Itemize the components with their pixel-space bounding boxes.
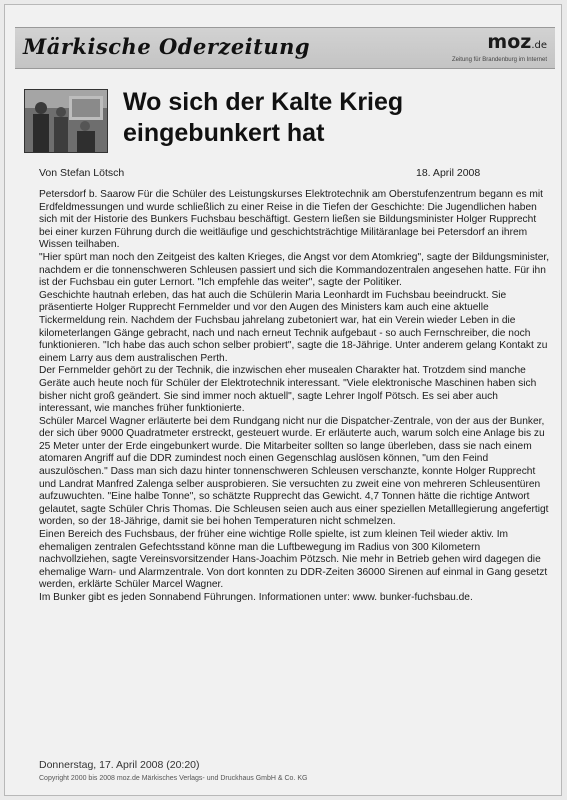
article-page xyxy=(4,4,562,796)
article-date: 18. April 2008 xyxy=(416,167,481,179)
article-paragraph: Petersdorf b. Saarow Für die Schüler des Leistungskurses Elektrotechnik am Oberstufenzentrum begann es mit Erdfeldmessungen und wurde schließlich zu einer Reise in die Tiefen der Geschichte: Die Jugendlichen haben sich mit der Historie des Bunkers Fuchsbau beschäftigt. Gestern ließen sie Bildungsminister Holger Rupprecht bei einer kurzen Führung durch die weitläufige und geschichtsträchtige Militäranlage bei Petersdorf an ihrem Wissen teilhaben. xyxy=(39,189,543,251)
article-headline: Wo sich der Kalte Krieg eingebunkert hat xyxy=(123,88,404,147)
article-paragraph: Der Fernmelder gehört zu der Technik, die inzwischen eher musealen Charakter hat. Trotzdem sind manche Geräte auch heute noch für Schüler der Elektrotechnik interessant. "Viele elektronische Maschinen haben sich bisher nicht groß geändert. Sie sind immer noch aktuell", sagte Lehrer Ingolf Pötsch. Es sei aber auch interessant, wie manches früher funktionierte. xyxy=(39,365,537,415)
logo-text: moz xyxy=(487,31,532,53)
article-paragraph: "Hier spürt man noch den Zeitgeist des kalten Krieges, die Angst vor dem Atomkrieg", sagte der Bildungsminister, nachdem er die tonnenschweren Schleusen passiert und sich die Kommandozentralen angesehen hatte. Für ihn ist der Fuchsbau ein guter Lernort. "Ich empfehle das weiter", sagte der Politiker. xyxy=(39,251,550,289)
footer-timestamp: Donnerstag, 17. April 2008 (20:20) xyxy=(39,759,200,771)
article-paragraph: Einen Bereich des Fuchsbaus, der früher eine wichtige Rolle spielte, ist zum kleinen Teil wieder aktiv. Im ehemaligen zentralen Gefechtsstand könne man die Luftbewegung im Radius von 300 Kilometern nachvollziehen, sagte Vereinsvorsitzender Hans-Joachim Pötzsch. Nie mehr in Betrieb gehen wird dagegen die ehemalige Warn- und Alarmzentrale. Von dort konnten zu DDR-Zeiten 36000 Sirenen auf einmal in Gang gesetzt werden, erklärte Schüler Marcel Wagner. xyxy=(39,529,548,591)
article-body xyxy=(39,189,551,605)
logo-tld: .de xyxy=(531,40,547,51)
article-paragraph: Im Bunker gibt es jeden Sonnabend Führungen. Informationen unter: www. bunker-fuchsbau.de. xyxy=(39,592,473,603)
masthead xyxy=(15,27,555,69)
article-paragraph: Schüler Marcel Wagner erläuterte bei dem Rundgang nicht nur die Dispatcher-Zentrale, von der aus der Bunker, der sich über 9000 Quadratmeter erstreckt, gesteuert wurde. Er erläuterte auch, warum solch eine Anlage bis zu 25 Meter unter der Erde eingebunkert wurde. Die Mitarbeiter sollten so lange überleben, dass sie nach einem atomaren Angriff auf die DDR zumindest noch einen Gegenschlag auslösen können, "um den Feind auszulöschen." Dass man sich dazu hinter tonnenschweren Schleusen verschanzte, konnte Holger Rupprecht und Landrat Manfred Zalenga selber ausprobieren. Sie versuchten zu zweit eine von mehreren Schleusentüren aufzuwuchten. "Eine halbe Tonne", so schätzte Rupprecht das Gewicht. 4,7 Tonnen hätte die richtige Antwort gelautet, sagte Schüler Chris Thomas. Die Schleusen seien auch aus einer speziellen Metalllegierung angefertigt worden, so der 18-Jährige, damit sie bei hohen Temperaturen nicht schmelzen. xyxy=(39,415,549,528)
article-author: Von Stefan Lötsch xyxy=(39,167,125,179)
article-photo xyxy=(24,89,108,153)
bunker-photo-image xyxy=(25,90,107,152)
moz-logo[interactable] xyxy=(452,32,547,63)
copyright-notice: Copyright 2000 bis 2008 moz.de Märkisches Verlags- und Druckhaus GmbH & Co. KG xyxy=(39,775,308,782)
logo-tagline: Zeitung für Brandenburg im Internet xyxy=(451,57,547,63)
newspaper-title: Märkische Oderzeitung xyxy=(23,34,311,59)
article-paragraph: Geschichte hautnah erleben, das hat auch die Schülerin Maria Leonhardt im Fuchsbau beeindruckt. Sie präsentierte Holger Rupprecht Fernmelder und vor den Augen des Ministers kam auch eine aktuelle Tickermeldung rein. Nachdem der Fuchsbau jahrelang zubetoniert war, hat ein Verein wieder Leben in die kilometerlangen Gänge gebracht, nach und nach erneut Technik aufgebaut - so auch Fernschreiber, die noch funktionieren. "Ich habe das auch schon selber probiert", sagte die 18-Jährige. Unter anderem gelang Kontakt zu einem Larry aus dem australischen Perth. xyxy=(39,289,548,364)
